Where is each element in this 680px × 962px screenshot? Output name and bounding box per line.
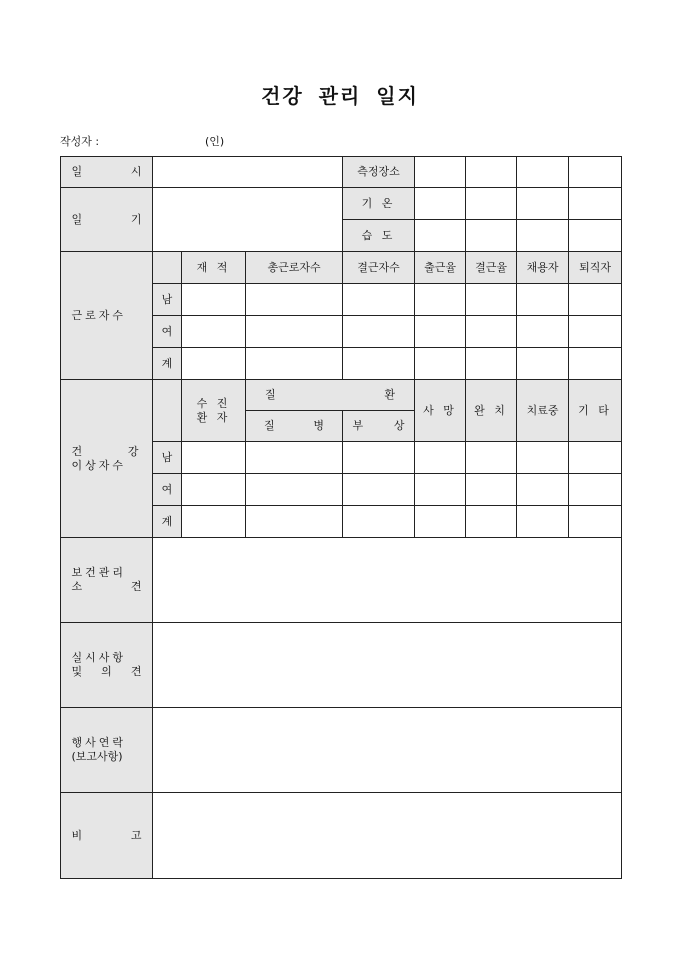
health-corner bbox=[153, 380, 182, 442]
health-male-label: 남 bbox=[153, 442, 182, 474]
temp-label: 기 온 bbox=[343, 188, 415, 220]
health-cell[interactable] bbox=[569, 442, 622, 474]
health-cell[interactable] bbox=[343, 442, 415, 474]
health-cell[interactable] bbox=[246, 506, 343, 538]
temp-field-3[interactable] bbox=[517, 188, 569, 220]
workers-cell[interactable] bbox=[343, 284, 415, 316]
workers-cell[interactable] bbox=[466, 284, 517, 316]
health-cell[interactable] bbox=[415, 474, 466, 506]
workers-cell[interactable] bbox=[517, 284, 569, 316]
place-label: 측정장소 bbox=[343, 157, 415, 188]
health-cell[interactable] bbox=[466, 442, 517, 474]
workers-cell[interactable] bbox=[569, 284, 622, 316]
weather-label: 일 기 bbox=[61, 188, 153, 252]
health-cell[interactable] bbox=[343, 474, 415, 506]
page-title: 건강 관리 일지 bbox=[261, 84, 419, 108]
health-female-label: 여 bbox=[153, 474, 182, 506]
health-header-illness: 질 병 bbox=[246, 411, 343, 442]
opinion-field[interactable] bbox=[153, 538, 622, 623]
workers-cell[interactable] bbox=[415, 284, 466, 316]
health-cell[interactable] bbox=[466, 506, 517, 538]
workers-cell[interactable] bbox=[246, 284, 343, 316]
health-cell[interactable] bbox=[569, 506, 622, 538]
health-cell[interactable] bbox=[517, 442, 569, 474]
temp-field-1[interactable] bbox=[415, 188, 466, 220]
workers-cell[interactable] bbox=[182, 284, 246, 316]
health-cell[interactable] bbox=[182, 506, 246, 538]
workers-header-total: 총근로자수 bbox=[246, 252, 343, 284]
workers-header-attendance-rate: 출근율 bbox=[415, 252, 466, 284]
workers-header-absence-rate: 결근율 bbox=[466, 252, 517, 284]
health-header-death: 사 망 bbox=[415, 380, 466, 442]
workers-cell[interactable] bbox=[415, 348, 466, 380]
seal-label: (인) bbox=[205, 135, 225, 148]
health-cell[interactable] bbox=[246, 442, 343, 474]
health-cell[interactable] bbox=[415, 442, 466, 474]
health-total-label: 계 bbox=[153, 506, 182, 538]
health-header-injury: 부 상 bbox=[343, 411, 415, 442]
weather-field[interactable] bbox=[153, 188, 343, 252]
workers-total-label: 계 bbox=[153, 348, 182, 380]
workers-header-enrolled: 재 적 bbox=[182, 252, 246, 284]
workers-header-absent: 결근자수 bbox=[343, 252, 415, 284]
opinion-label: 보건관리 소 견 bbox=[61, 538, 153, 623]
health-header-cured: 완 치 bbox=[466, 380, 517, 442]
events-label: 행사연락 (보고사항) bbox=[61, 708, 153, 793]
health-cell[interactable] bbox=[569, 474, 622, 506]
health-cell[interactable] bbox=[466, 474, 517, 506]
workers-header-hired: 채용자 bbox=[517, 252, 569, 284]
health-log-form bbox=[60, 156, 622, 879]
remarks-label: 비 고 bbox=[61, 793, 153, 879]
workers-cell[interactable] bbox=[246, 348, 343, 380]
datetime-field[interactable] bbox=[153, 157, 343, 188]
workers-cell[interactable] bbox=[517, 348, 569, 380]
humidity-field-1[interactable] bbox=[415, 220, 466, 252]
health-header-treating: 치료중 bbox=[517, 380, 569, 442]
workers-cell[interactable] bbox=[569, 348, 622, 380]
workers-cell[interactable] bbox=[466, 348, 517, 380]
workers-male-label: 남 bbox=[153, 284, 182, 316]
health-cell[interactable] bbox=[182, 442, 246, 474]
remarks-field[interactable] bbox=[153, 793, 622, 879]
humidity-field-3[interactable] bbox=[517, 220, 569, 252]
workers-cell[interactable] bbox=[569, 316, 622, 348]
humidity-field-4[interactable] bbox=[569, 220, 622, 252]
workers-female-label: 여 bbox=[153, 316, 182, 348]
health-header-exam: 수 진 환 자 bbox=[182, 380, 246, 442]
workers-cell[interactable] bbox=[182, 348, 246, 380]
workers-cell[interactable] bbox=[343, 348, 415, 380]
events-field[interactable] bbox=[153, 708, 622, 793]
place-field-3[interactable] bbox=[517, 157, 569, 188]
workers-cell[interactable] bbox=[246, 316, 343, 348]
workers-cell[interactable] bbox=[182, 316, 246, 348]
workers-label: 근로자수 bbox=[61, 252, 153, 380]
health-header-other: 기 타 bbox=[569, 380, 622, 442]
author-line bbox=[60, 133, 225, 149]
place-field-2[interactable] bbox=[466, 157, 517, 188]
actions-field[interactable] bbox=[153, 623, 622, 708]
health-header-disease: 질 환 bbox=[246, 380, 415, 411]
workers-cell[interactable] bbox=[415, 316, 466, 348]
health-cell[interactable] bbox=[415, 506, 466, 538]
workers-cell[interactable] bbox=[466, 316, 517, 348]
workers-corner bbox=[153, 252, 182, 284]
humidity-field-2[interactable] bbox=[466, 220, 517, 252]
health-cell[interactable] bbox=[517, 506, 569, 538]
author-label: 작성자 : bbox=[60, 135, 100, 148]
workers-cell[interactable] bbox=[517, 316, 569, 348]
temp-field-2[interactable] bbox=[466, 188, 517, 220]
health-cell[interactable] bbox=[246, 474, 343, 506]
health-cell[interactable] bbox=[517, 474, 569, 506]
workers-header-retired: 퇴직자 bbox=[569, 252, 622, 284]
place-field-4[interactable] bbox=[569, 157, 622, 188]
health-label: 건 강 이상자수 bbox=[61, 380, 153, 538]
actions-label: 실시사항 및 의 견 bbox=[61, 623, 153, 708]
temp-field-4[interactable] bbox=[569, 188, 622, 220]
place-field-1[interactable] bbox=[415, 157, 466, 188]
health-cell[interactable] bbox=[343, 506, 415, 538]
health-cell[interactable] bbox=[182, 474, 246, 506]
workers-cell[interactable] bbox=[343, 316, 415, 348]
datetime-label: 일 시 bbox=[61, 157, 153, 188]
humidity-label: 습 도 bbox=[343, 220, 415, 252]
